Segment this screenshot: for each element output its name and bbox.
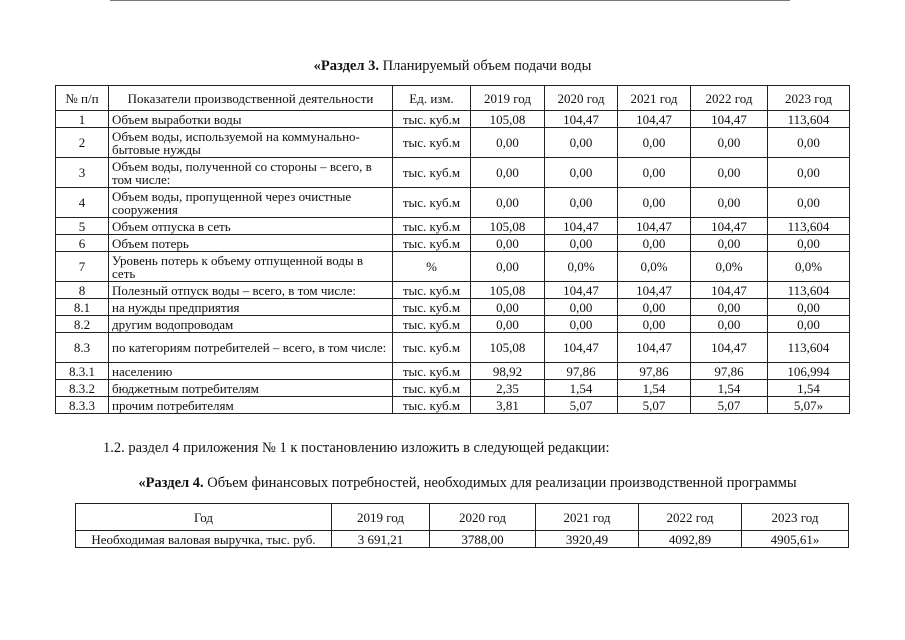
unit-cell: тыс. куб.м	[393, 188, 471, 218]
value-cell: 104,47	[545, 282, 618, 299]
value-cell: 104,47	[691, 333, 768, 363]
column-header: 2022 год	[691, 86, 768, 111]
indicator-name: Объем воды, пропущенной через очистные сооружения	[109, 188, 393, 218]
column-header: 2020 год	[545, 86, 618, 111]
table-row	[56, 158, 850, 188]
table-header-row	[56, 86, 850, 111]
indicator-name: Объем воды, полученной со стороны – всего, в том числе:	[109, 158, 393, 188]
value-cell: 113,604	[768, 282, 850, 299]
row-number: 6	[56, 235, 109, 252]
value-cell: 104,47	[691, 218, 768, 235]
value-cell: 0,00	[691, 316, 768, 333]
table-header-row	[76, 504, 849, 531]
table-row	[76, 531, 849, 548]
row-number: 3	[56, 158, 109, 188]
indicator-name: Объем потерь	[109, 235, 393, 252]
indicator-name: бюджетным потребителям	[109, 380, 393, 397]
value-cell: 0,00	[618, 316, 691, 333]
column-header: 2019 год	[332, 504, 430, 531]
row-number: 5	[56, 218, 109, 235]
value-cell: 97,86	[691, 363, 768, 380]
column-header: 2020 год	[430, 504, 536, 531]
indicator-name: прочим потребителям	[109, 397, 393, 414]
value-cell: 1,54	[691, 380, 768, 397]
value-cell: 113,604	[768, 111, 850, 128]
value-cell: 0,00	[768, 158, 850, 188]
row-number: 8.2	[56, 316, 109, 333]
value-cell: 113,604	[768, 218, 850, 235]
unit-cell: тыс. куб.м	[393, 299, 471, 316]
value-cell: 0,00	[691, 128, 768, 158]
row-number: 8.3	[56, 333, 109, 363]
value-cell: 4905,61»	[742, 531, 849, 548]
value-cell: 0,00	[471, 252, 545, 282]
unit-cell: тыс. куб.м	[393, 333, 471, 363]
value-cell: 104,47	[545, 218, 618, 235]
value-cell: 0,00	[618, 128, 691, 158]
value-cell: 0,0%	[768, 252, 850, 282]
section3-title: «Раздел 3. Планируемый объем подачи воды	[313, 58, 592, 74]
value-cell: 3,81	[471, 397, 545, 414]
unit-cell: %	[393, 252, 471, 282]
page-top-rule	[110, 0, 790, 1]
value-cell: 3 691,21	[332, 531, 430, 548]
unit-cell: тыс. куб.м	[393, 235, 471, 252]
value-cell: 0,00	[768, 235, 850, 252]
value-cell: 3788,00	[430, 531, 536, 548]
value-cell: 0,00	[768, 188, 850, 218]
value-cell: 2,35	[471, 380, 545, 397]
value-cell: 1,54	[618, 380, 691, 397]
table-row	[56, 299, 850, 316]
value-cell: 3920,49	[536, 531, 639, 548]
column-header: Показатели производственной деятельности	[109, 86, 393, 111]
value-cell: 98,92	[471, 363, 545, 380]
value-cell: 5,07	[618, 397, 691, 414]
indicator-name: на нужды предприятия	[109, 299, 393, 316]
value-cell: 0,0%	[691, 252, 768, 282]
unit-cell: тыс. куб.м	[393, 128, 471, 158]
amendment-paragraph: 1.2. раздел 4 приложения № 1 к постановлению изложить в следующей редакции:	[103, 440, 610, 456]
table-row	[56, 128, 850, 158]
unit-cell: тыс. куб.м	[393, 111, 471, 128]
value-cell: 0,0%	[618, 252, 691, 282]
value-cell: 0,0%	[545, 252, 618, 282]
value-cell: 0,00	[545, 316, 618, 333]
table-row	[56, 188, 850, 218]
column-header: 2019 год	[471, 86, 545, 111]
value-cell: 113,604	[768, 333, 850, 363]
financial-needs-table	[75, 503, 849, 548]
value-cell: 0,00	[471, 235, 545, 252]
value-cell: 0,00	[545, 158, 618, 188]
table-row	[56, 111, 850, 128]
column-header: 2023 год	[742, 504, 849, 531]
value-cell: 0,00	[768, 316, 850, 333]
value-cell: 0,00	[618, 158, 691, 188]
value-cell: 1,54	[768, 380, 850, 397]
indicator-name: Полезный отпуск воды – всего, в том числе:	[109, 282, 393, 299]
value-cell: 0,00	[545, 188, 618, 218]
value-cell: 104,47	[618, 218, 691, 235]
value-cell: 105,08	[471, 282, 545, 299]
indicator-name: населению	[109, 363, 393, 380]
value-cell: 104,47	[545, 333, 618, 363]
value-cell: 0,00	[618, 188, 691, 218]
table-row	[56, 316, 850, 333]
indicator-name: Необходимая валовая выручка, тыс. руб.	[76, 531, 332, 548]
indicator-name: другим водопроводам	[109, 316, 393, 333]
row-number: 1	[56, 111, 109, 128]
row-number: 4	[56, 188, 109, 218]
row-number: 8	[56, 282, 109, 299]
value-cell: 104,47	[545, 111, 618, 128]
value-cell: 0,00	[618, 235, 691, 252]
column-header: № п/п	[56, 86, 109, 111]
table-row	[56, 282, 850, 299]
value-cell: 5,07	[691, 397, 768, 414]
section4-title: «Раздел 4. Объем финансовых потребностей, необходимых для реализации производственной программы	[138, 475, 797, 491]
value-cell: 105,08	[471, 218, 545, 235]
value-cell: 0,00	[618, 299, 691, 316]
value-cell: 0,00	[471, 316, 545, 333]
value-cell: 4092,89	[639, 531, 742, 548]
unit-cell: тыс. куб.м	[393, 218, 471, 235]
indicator-name: Уровень потерь к объему отпущенной воды в сеть	[109, 252, 393, 282]
unit-cell: тыс. куб.м	[393, 158, 471, 188]
indicator-name: Объем воды, используемой на коммунально-бытовые нужды	[109, 128, 393, 158]
column-header: 2021 год	[536, 504, 639, 531]
indicator-name: по категориям потребителей – всего, в том числе:	[109, 333, 393, 363]
value-cell: 0,00	[691, 299, 768, 316]
unit-cell: тыс. куб.м	[393, 316, 471, 333]
column-header: 2022 год	[639, 504, 742, 531]
column-header: Ед. изм.	[393, 86, 471, 111]
value-cell: 0,00	[768, 299, 850, 316]
value-cell: 104,47	[618, 111, 691, 128]
value-cell: 0,00	[471, 128, 545, 158]
value-cell: 0,00	[768, 128, 850, 158]
row-number: 2	[56, 128, 109, 158]
value-cell: 0,00	[471, 158, 545, 188]
table-row	[56, 397, 850, 414]
value-cell: 105,08	[471, 333, 545, 363]
value-cell: 0,00	[471, 188, 545, 218]
value-cell: 1,54	[545, 380, 618, 397]
indicator-name: Объем отпуска в сеть	[109, 218, 393, 235]
water-supply-table	[55, 85, 850, 414]
column-header: Год	[76, 504, 332, 531]
value-cell: 0,00	[691, 235, 768, 252]
row-number: 8.3.1	[56, 363, 109, 380]
unit-cell: тыс. куб.м	[393, 282, 471, 299]
indicator-name: Объем выработки воды	[109, 111, 393, 128]
value-cell: 97,86	[618, 363, 691, 380]
table-row	[56, 218, 850, 235]
value-cell: 97,86	[545, 363, 618, 380]
value-cell: 104,47	[618, 282, 691, 299]
unit-cell: тыс. куб.м	[393, 397, 471, 414]
row-number: 8.3.2	[56, 380, 109, 397]
value-cell: 0,00	[545, 235, 618, 252]
value-cell: 0,00	[691, 158, 768, 188]
value-cell: 104,47	[618, 333, 691, 363]
table-row	[56, 363, 850, 380]
column-header: 2023 год	[768, 86, 850, 111]
table-row	[56, 252, 850, 282]
value-cell: 0,00	[545, 128, 618, 158]
value-cell: 0,00	[545, 299, 618, 316]
value-cell: 104,47	[691, 111, 768, 128]
value-cell: 106,994	[768, 363, 850, 380]
value-cell: 0,00	[691, 188, 768, 218]
unit-cell: тыс. куб.м	[393, 380, 471, 397]
row-number: 8.1	[56, 299, 109, 316]
table-row	[56, 380, 850, 397]
value-cell: 5,07	[545, 397, 618, 414]
row-number: 8.3.3	[56, 397, 109, 414]
value-cell: 5,07»	[768, 397, 850, 414]
row-number: 7	[56, 252, 109, 282]
table-row	[56, 333, 850, 363]
value-cell: 104,47	[691, 282, 768, 299]
value-cell: 0,00	[471, 299, 545, 316]
value-cell: 105,08	[471, 111, 545, 128]
unit-cell: тыс. куб.м	[393, 363, 471, 380]
column-header: 2021 год	[618, 86, 691, 111]
table-row	[56, 235, 850, 252]
